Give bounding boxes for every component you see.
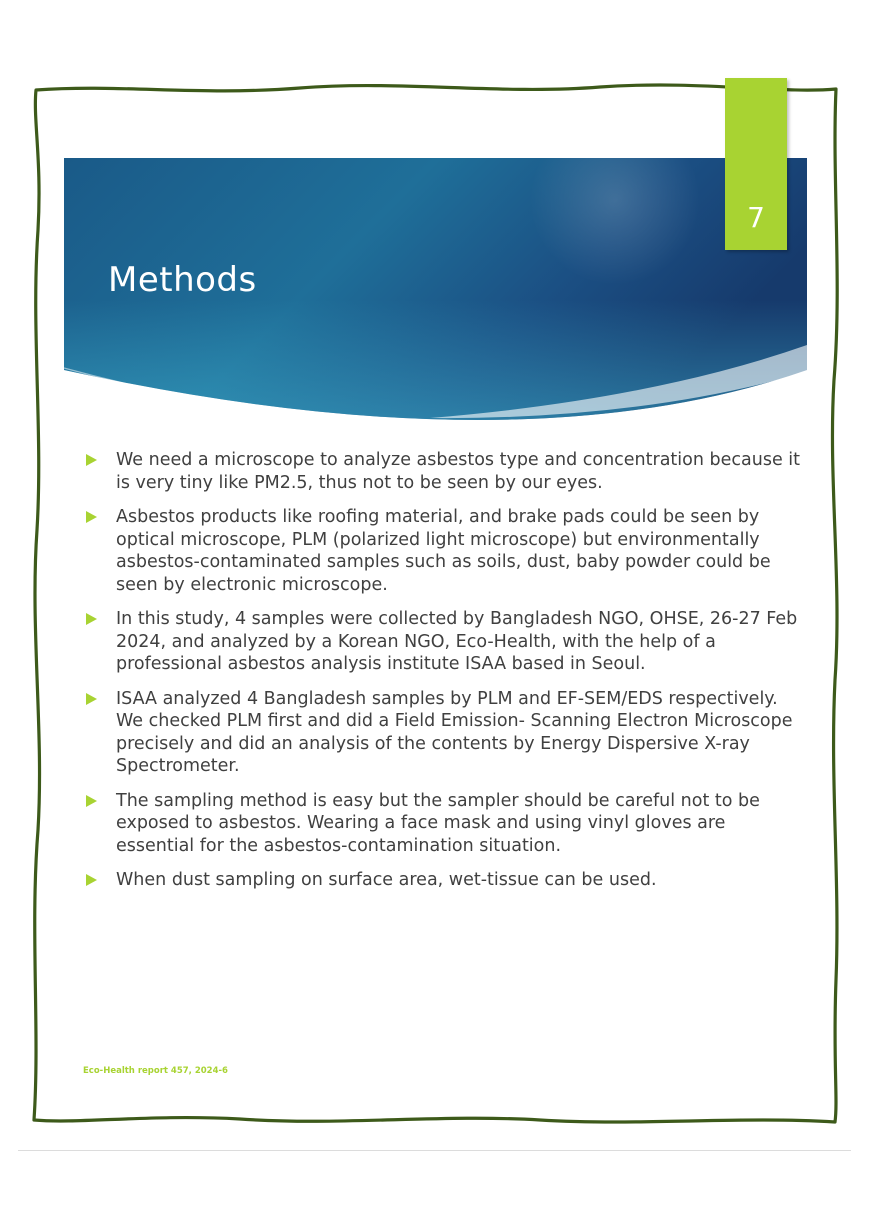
bullet-text: When dust sampling on surface area, wet-tissue can be used. xyxy=(116,870,657,890)
bullet-text: In this study, 4 samples were collected by Bangladesh NGO, OHSE, 26-27 Feb 2024, and analyzed by a Korean NGO, Eco-Health, with the help of a professional asbestos analysis institute ISAA based in Seoul. xyxy=(116,609,798,674)
slide-title: Methods xyxy=(108,260,257,300)
triangle-bullet-icon xyxy=(86,511,97,523)
bullet-item xyxy=(84,869,804,892)
bullet-item xyxy=(84,790,804,858)
footer-note: Eco-Health report 457, 2024-6 xyxy=(83,1066,228,1076)
bullet-item xyxy=(84,688,804,778)
triangle-bullet-icon xyxy=(86,693,97,705)
bullet-text: Asbestos products like roofing material, and brake pads could be seen by optical microscope, PLM (polarized light microscope) but environmentally asbestos-contaminated samples such as soils, dust, baby powder could be seen by electronic microscope. xyxy=(116,507,771,595)
bullet-text: The sampling method is easy but the sampler should be careful not to be exposed to asbestos. Wearing a face mask and using vinyl gloves are essential for the asbestos-contamination situation. xyxy=(116,790,760,856)
triangle-bullet-icon xyxy=(86,795,97,807)
triangle-bullet-icon xyxy=(86,454,97,466)
bullet-text: ISAA analyzed 4 Bangladesh samples by PLM and EF-SEM/EDS respectively. We checked PLM first and did a Field Emission- Scanning Electron Microscope precisely and did an analysis of the contents by Energy Dispersive X-ray Spectrometer. xyxy=(116,688,793,776)
triangle-bullet-icon xyxy=(86,874,97,886)
bullet-item xyxy=(84,608,804,676)
bullet-item xyxy=(84,449,804,494)
bullet-list xyxy=(84,449,804,904)
page-number: 7 xyxy=(747,201,765,234)
bullet-text: We need a microscope to analyze asbestos type and concentration because it is very tiny like PM2.5, thus not to be seen by our eyes. xyxy=(116,450,800,493)
bottom-divider xyxy=(18,1150,851,1151)
bullet-item xyxy=(84,506,804,596)
triangle-bullet-icon xyxy=(86,613,97,625)
